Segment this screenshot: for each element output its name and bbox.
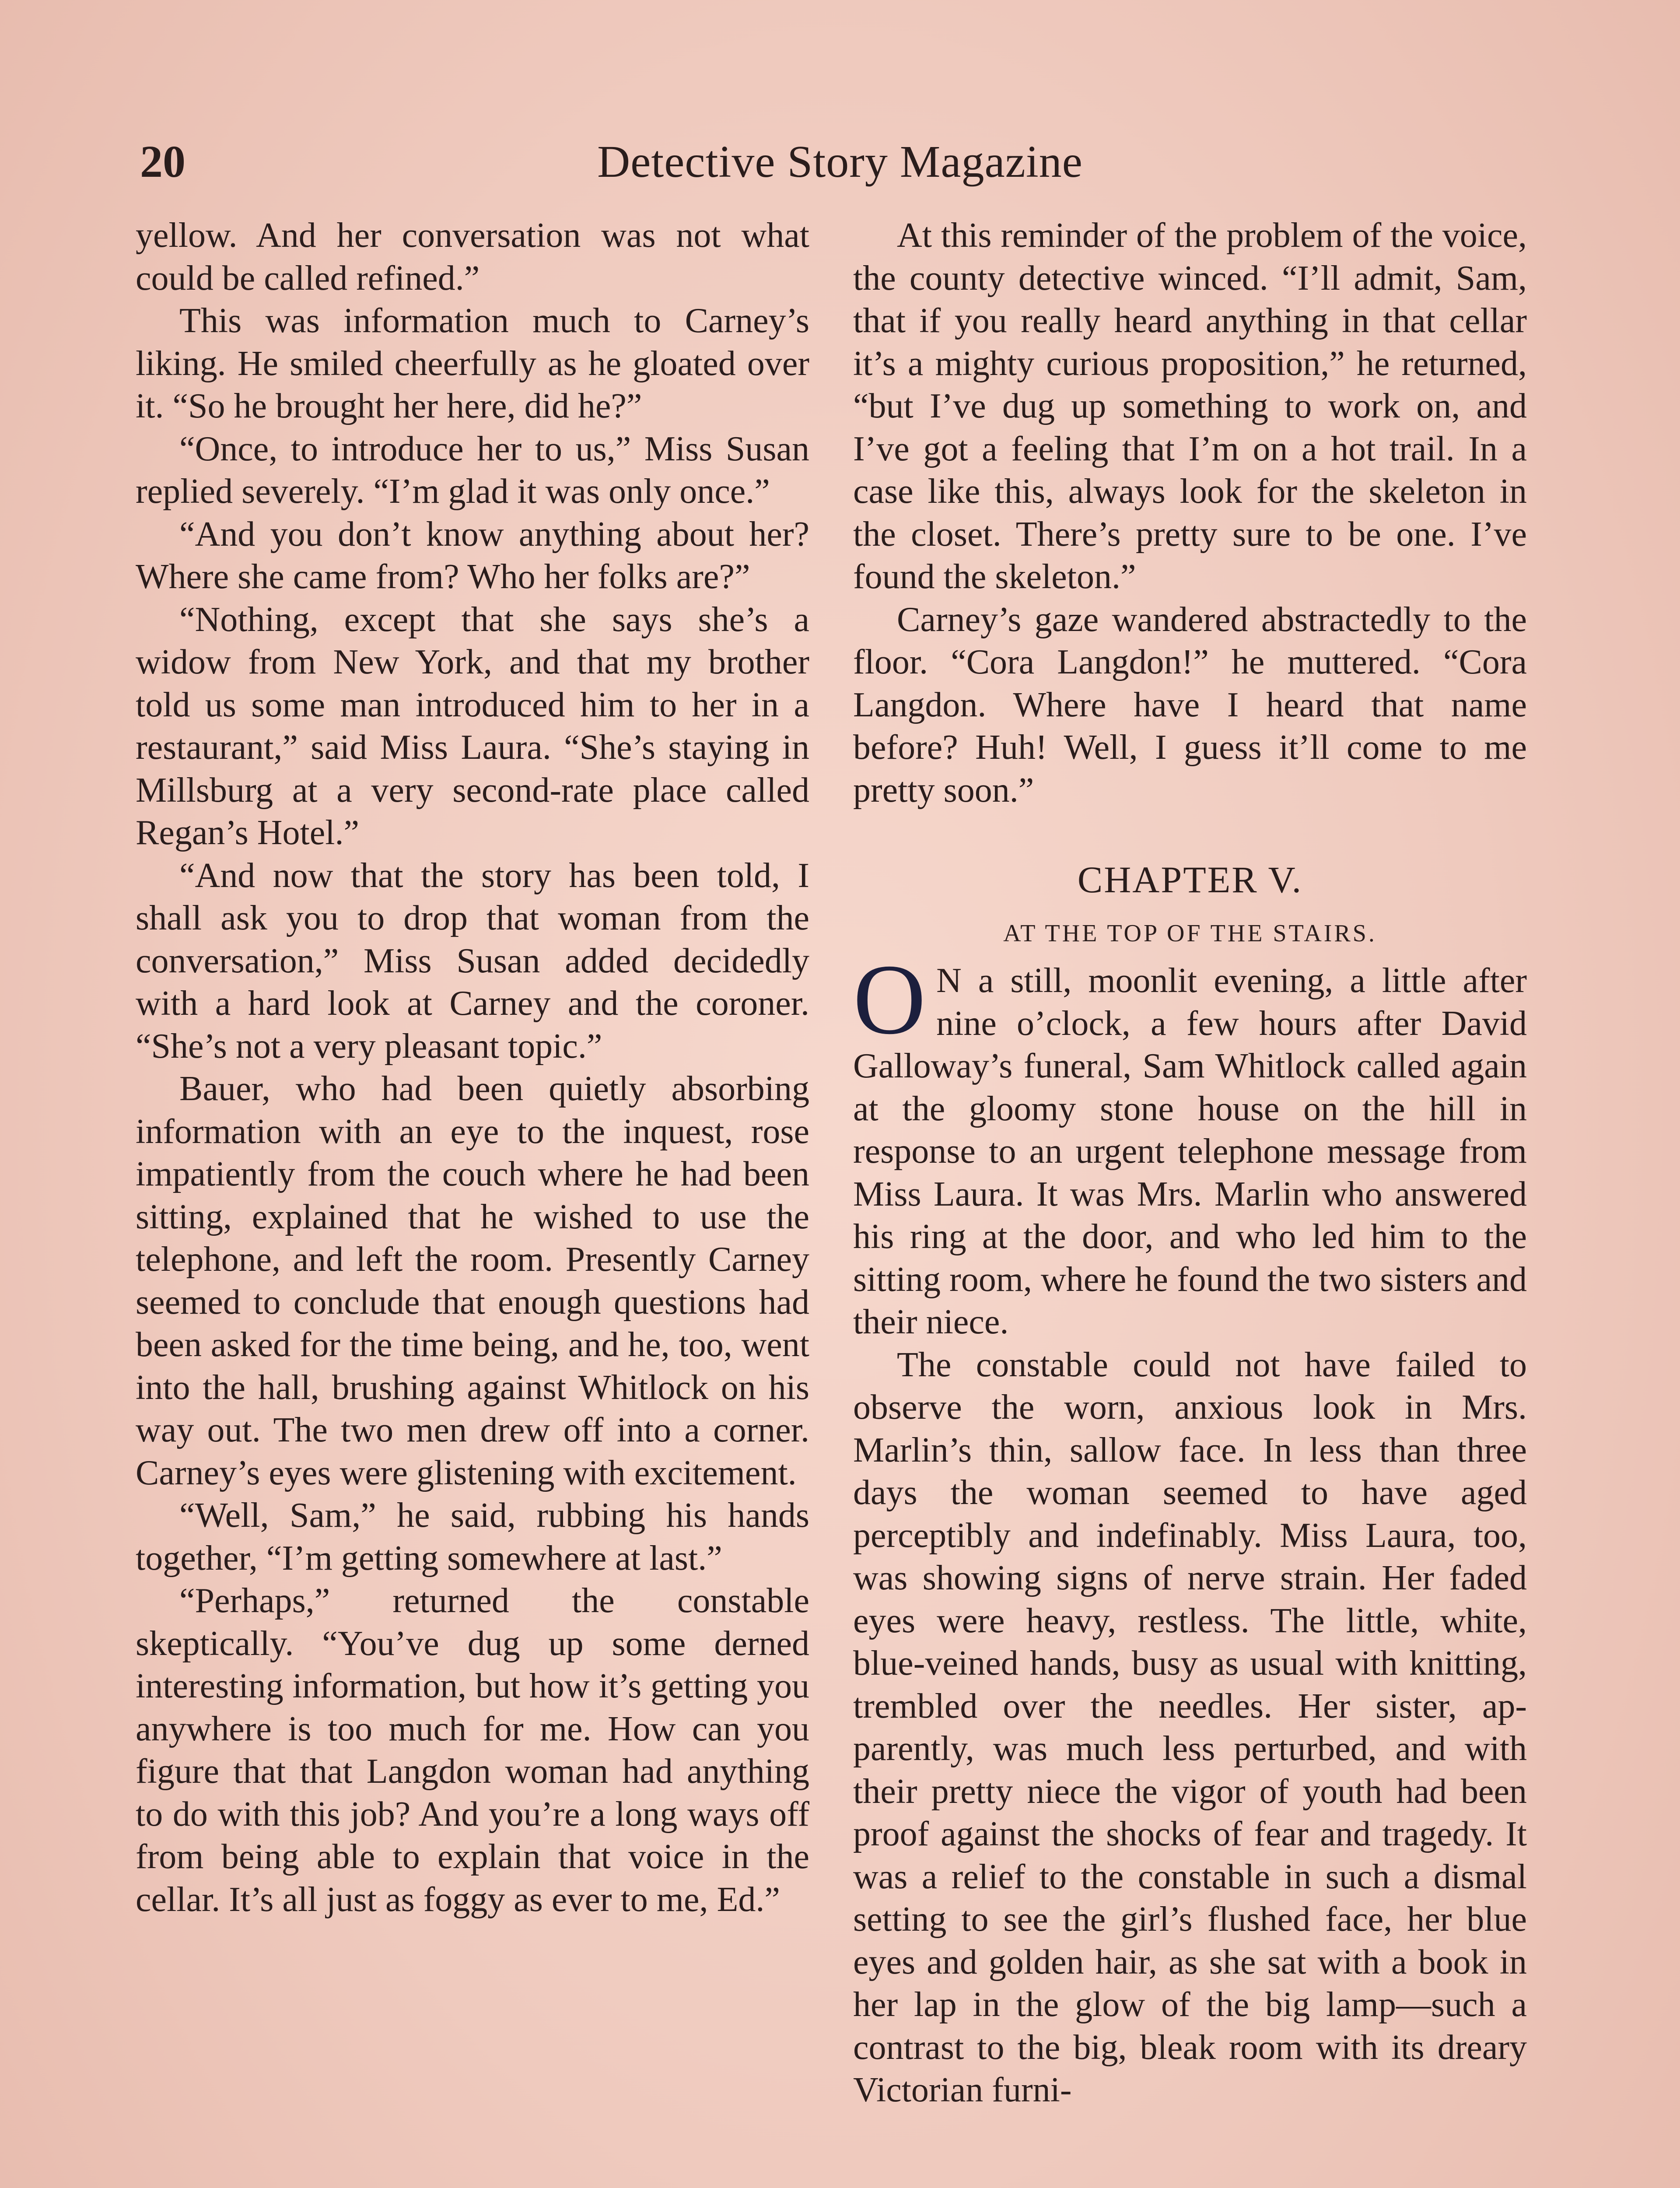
paragraph: “Well, Sam,” he said, rubbing his hands together, “I’m getting somewhere at last.” bbox=[136, 1496, 809, 1578]
paragraph: Carney’s gaze wandered abstractedly to the floor. “Cora Langdon!” he muttered. “Cora Langdon. Where have I heard that name before? Huh! Well, I guess it’ll come to me pretty soon.” bbox=[853, 600, 1527, 810]
page-number: 20 bbox=[140, 137, 186, 187]
left-column bbox=[136, 214, 809, 1921]
chapter-opening-paragraph bbox=[853, 943, 1527, 1344]
paragraph: The constable could not have failed to observe the worn, anxious look in Mrs. Marlin’s thin, sallow face. In less than three days the woman seemed to have aged perceptibly and indefinably. Miss Laura, too, was showing signs of nerve strain. Her faded eyes were heavy, restless. The little, white, blue-veined hands, busy as usual with knitting, trembled over the needles. Her sister, apparently, was much less perturbed, and with their pretty niece the vigor of youth had been proof against the shocks of fear and tragedy. It was a relief to the constable in such a dismal setting to see the girl’s flushed face, her blue eyes and golden hair, as she sat with a book in her lap in the glow of the big lamp—such a contrast to the big, bleak room with its dreary Victorian furni- bbox=[853, 1345, 1527, 2109]
paragraph: This was information much to Carney’s liking. He smiled cheerfully as he gloated over it. “So he brought her here, did he?” bbox=[136, 302, 809, 425]
paragraph: “And now that the story has been told, I shall ask you to drop that woman from the conversation,” Miss Susan added decidedly with a hard look at Carney and the coroner. “She’s not a very pleasant topic.” bbox=[136, 856, 809, 1066]
page-header bbox=[140, 131, 1540, 193]
paragraph: yellow. And her conversation was not what could be called refined.” bbox=[136, 216, 809, 298]
paragraph: Bauer, who had been quietly absorbing information with an eye to the inquest, rose impatiently from the couch where he had been sitting, explained that he wished to use the telephone, and left the room. Presently Carney seemed to conclude that enough questions had been asked for the time being, and he, too, went into the hall, brushing against Whitlock on his way out. The two men drew off into a corner. Carney’s eyes were glistening with excitement. bbox=[136, 1069, 809, 1492]
paragraph: At this reminder of the problem of the voice, the county detective winced. “I’ll admit, Sam, that if you really heard anything in that cellar it’s a mighty curious proposition,” he returned, “but I’ve dug up something to work on, and I’ve got a feeling that I’m on a hot trail. In a case like this, always look for the skeleton in the closet. There’s pretty sure to be one. I’ve found the skeleton.” bbox=[853, 216, 1527, 596]
paragraph: “Nothing, except that she says she’s a widow from New York, and that my brother told us some man introduced him to her in a restaurant,” said Miss Laura. “She’s staying in Millsburg at a very second-rate place called Regan’s Hotel.” bbox=[136, 600, 809, 852]
paragraph: “Perhaps,” returned the constable skeptically. “You’ve dug up some derned interesting information, but how it’s getting you anywhere is too much for me. How can you figure that that Langdon woman had anything to do with this job? And you’re a long ways off from being able to explain that voice in the cellar. It’s all just as foggy as ever to me, Ed.” bbox=[136, 1581, 809, 1919]
chapter-subtitle: AT THE TOP OF THE STAIRS. bbox=[1003, 920, 1377, 947]
chapter-opening-text: N a still, moonlit evening, a little after nine o’clock, a few hours after David Galloway’s funeral, Sam Whitlock called again at the gloomy stone house on the hill in response to an urgent telephone message from Miss Laura. It was Mrs. Marlin who answered his ring at the door, and who led him to the sitting room, where he found the two sisters and their niece. bbox=[853, 961, 1527, 1341]
running-head: Detective Story Magazine bbox=[597, 137, 1083, 187]
paragraph: “And you don’t know anything about her? Where she came from? Who her folks are?” bbox=[136, 515, 809, 596]
paragraph: “Once, to introduce her to us,” Miss Susan replied severely. “I’m glad it was only once.” bbox=[136, 429, 809, 511]
drop-cap: O bbox=[853, 943, 926, 1055]
right-column bbox=[853, 214, 1527, 2112]
chapter-title: CHAPTER V. bbox=[1077, 859, 1303, 901]
